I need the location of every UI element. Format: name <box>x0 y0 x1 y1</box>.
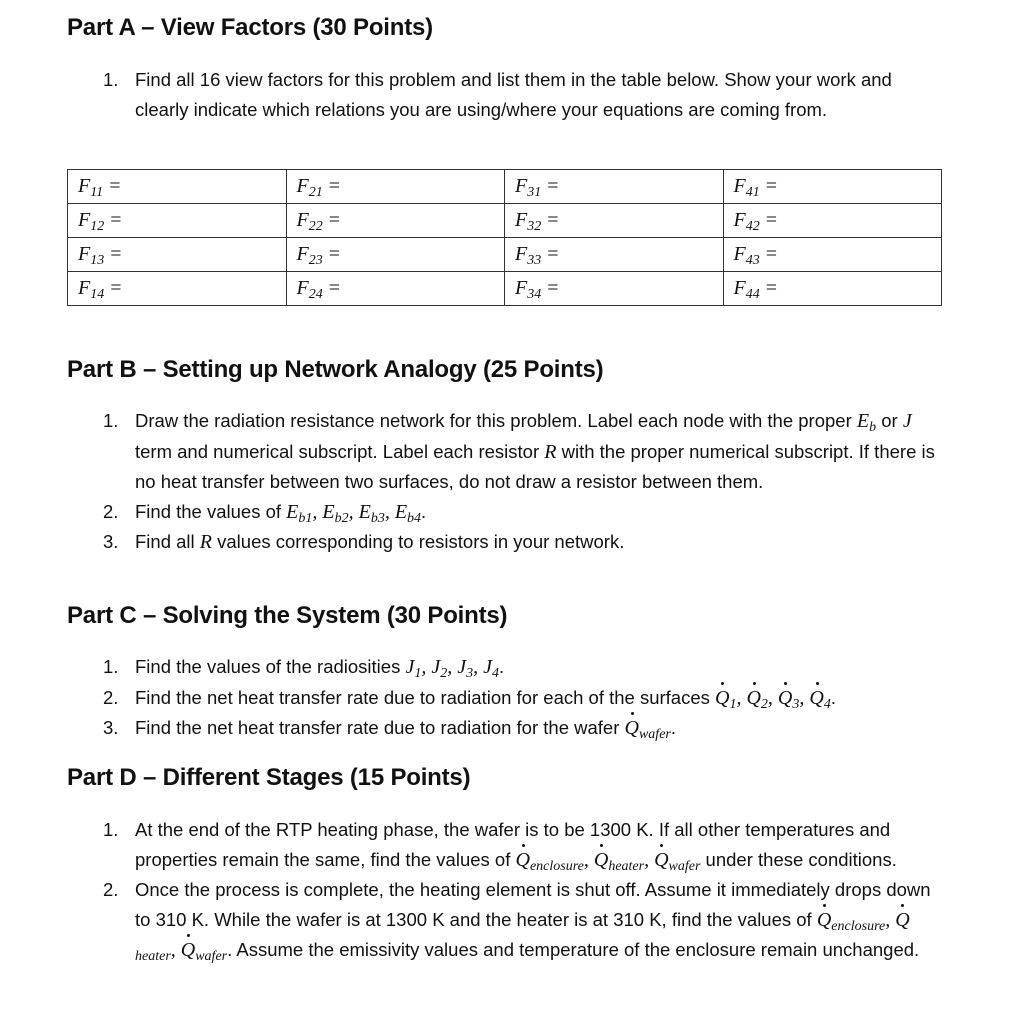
part-d-list <box>0 815 945 966</box>
list-item: 1. Find all 16 view factors for this problem and list them in the table below. Show your work and clearly indicate which relations you are using/where your equations are coming from. <box>103 69 892 120</box>
view-factor-cell: $F_{33}$ = <box>505 238 724 272</box>
list-item: 2. Find the values of $E_{b1}$, $E_{b2}$, $E_{b3}$, $E_{b4}$. <box>103 500 427 526</box>
list-item: 2. Once the process is complete, the heating element is shut off. Assume it immediately drops down to 310 K. While the wafer is at 1300 K and the heater is at 310 K, find the values of $Q_{enclosure}$, $Q_{heater}$, $Q_{wafer}$. Assume the emissivity values and temperature of the enclosure remain unchanged. <box>103 879 931 964</box>
view-factor-cell: $F_{34}$ = <box>505 272 724 306</box>
part-a-list <box>0 65 1026 124</box>
view-factor-cell: $F_{11}$ = <box>68 170 287 204</box>
list-item: 3. Find the net heat transfer rate due to radiation for the wafer $Q_{wafer}$. <box>0 713 945 744</box>
view-factor-cell: $F_{44}$ = <box>723 272 942 306</box>
list-item: 2. Find the net heat transfer rate due to radiation for each of the surfaces $Q_1$, $Q_2$, $Q_3$, $Q_4$. <box>0 683 945 714</box>
view-factor-cell: $F_{41}$ = <box>723 170 942 204</box>
view-factor-cell: $F_{21}$ = <box>286 170 505 204</box>
part-c-list <box>0 652 945 744</box>
view-factor-cell: $F_{31}$ = <box>505 170 724 204</box>
table-row <box>68 204 942 238</box>
table-row <box>68 238 942 272</box>
table-row <box>68 272 942 306</box>
part-c-heading: Part C – Solving the System (30 Points) <box>67 602 508 629</box>
list-item: 1. At the end of the RTP heating phase, the wafer is to be 1300 K. If all other temperatures and properties remain the same, find the values of $Q_{enclosure}$, $Q_{heater}$, $Q_{wafer}$ under these conditions. <box>103 819 897 874</box>
part-b-list <box>0 406 945 558</box>
view-factor-cell: $F_{12}$ = <box>68 204 287 238</box>
view-factor-cell: $F_{42}$ = <box>723 204 942 238</box>
view-factor-cell: $F_{23}$ = <box>286 238 505 272</box>
table-row <box>68 170 942 204</box>
part-a-heading: Part A – View Factors (30 Points) <box>67 14 433 41</box>
view-factor-cell: $F_{24}$ = <box>286 272 505 306</box>
view-factor-cell: $F_{13}$ = <box>68 238 287 272</box>
view-factor-table <box>67 169 942 306</box>
part-b-heading: Part B – Setting up Network Analogy (25 Points) <box>67 356 604 383</box>
list-item: 3. Find all R values corresponding to resistors in your network. <box>103 531 625 553</box>
view-factor-cell: $F_{32}$ = <box>505 204 724 238</box>
view-factor-cell: $F_{22}$ = <box>286 204 505 238</box>
part-d-heading: Part D – Different Stages (15 Points) <box>67 764 471 791</box>
view-factor-cell: $F_{43}$ = <box>723 238 942 272</box>
list-item: 1. Draw the radiation resistance network for this problem. Label each node with the proper $E_b$ or J term and numerical subscript. Label each resistor R with the proper numerical subscript. If there is no heat transfer between two surfaces, do not draw a resistor between them. <box>103 410 935 492</box>
list-item: 1. Find the values of the radiosities $J_1$, $J_2$, $J_3$, $J_4$. <box>103 656 505 681</box>
view-factor-cell: $F_{14}$ = <box>68 272 287 306</box>
